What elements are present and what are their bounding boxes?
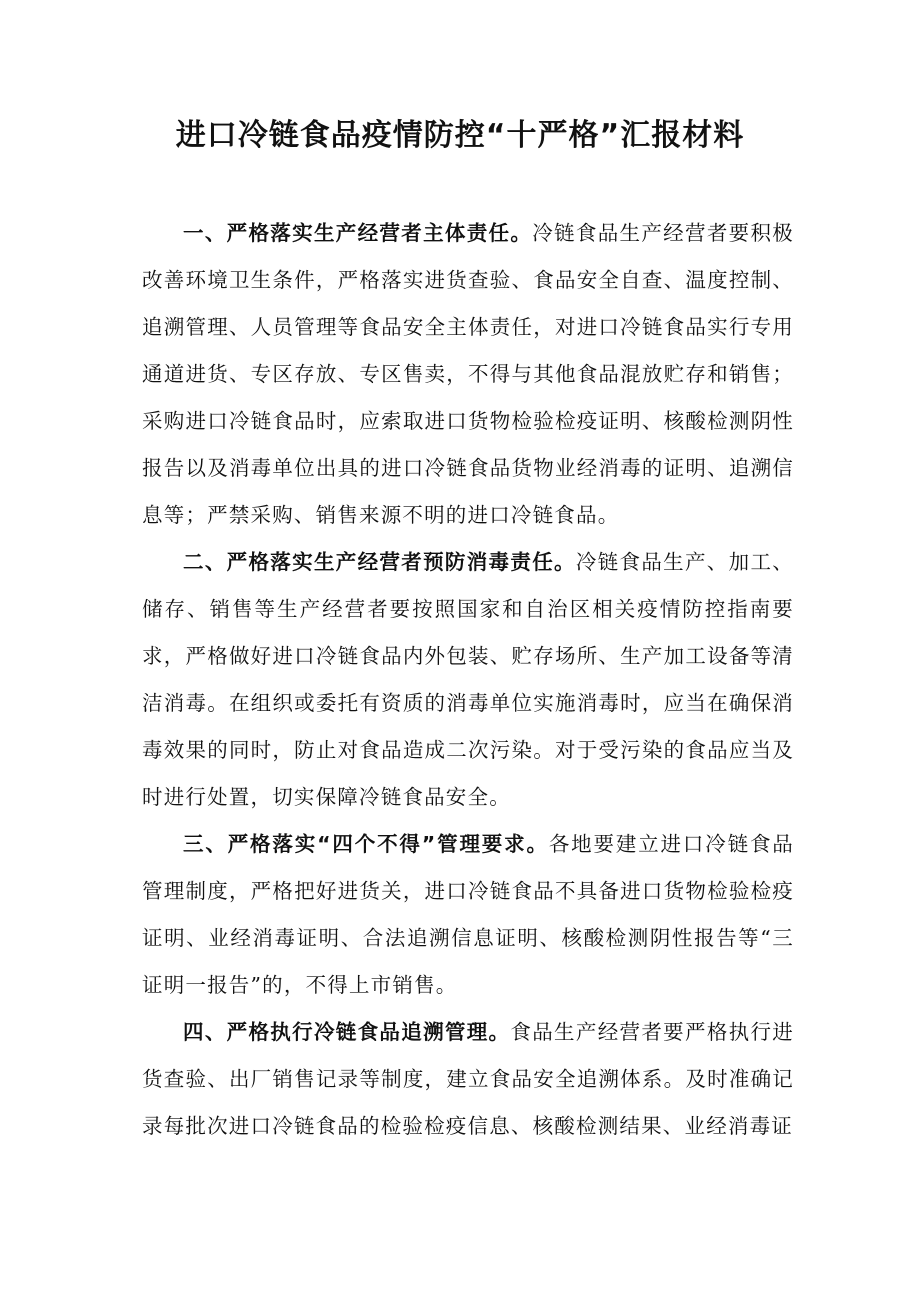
paragraph-2 — [142, 539, 794, 821]
paragraph-text: 食品生产经营者要严格执行进货查验、出厂销售记录等制度，建立食品安全追溯体系。及时准确记录每批次进口冷链食品的检验检疫信息、核酸检测结果、业经消毒证 — [142, 1020, 794, 1138]
paragraph-1 — [142, 210, 794, 539]
paragraph-heading: 三、严格落实“四个不得”管理要求。 — [183, 832, 549, 856]
paragraph-text: 冷链食品生产、加工、储存、销售等生产经营者要按照国家和自治区相关疫情防控指南要求，严格做好进口冷链食品内外包装、贮存场所、生产加工设备等清洁消毒。在组织或委托有资质的消毒单位实施消毒时，应当在确保消毒效果的同时，防止对食品造成二次污染。对于受污染的食品应当及时进行处置，切实保障冷链食品安全。 — [142, 550, 794, 809]
document-body — [142, 210, 794, 1150]
paragraph-heading: 二、严格落实生产经营者预防消毒责任。 — [183, 550, 576, 574]
paragraph-3 — [142, 821, 794, 1009]
paragraph-text: 冷链食品生产经营者要积极改善环境卫生条件，严格落实进货查验、食品安全自查、温度控制、追溯管理、人员管理等食品安全主体责任，对进口冷链食品实行专用通道进货、专区存放、专区售卖，不得与其他食品混放贮存和销售；采购进口冷链食品时，应索取进口货物检验检疫证明、核酸检测阴性报告以及消毒单位出具的进口冷链食品货物业经消毒的证明、追溯信息等；严禁采购、销售来源不明的进口冷链食品。 — [142, 221, 794, 527]
page-title: 进口冷链食品疫情防控“十严格”汇报材料 — [175, 118, 745, 153]
paragraph-text: 各地要建立进口冷链食品管理制度，严格把好进货关，进口冷链食品不具备进口货物检验检疫证明、业经消毒证明、合法追溯信息证明、核酸检测阴性报告等“三证明一报告”的，不得上市销售。 — [142, 832, 794, 997]
paragraph-heading: 四、严格执行冷链食品追溯管理。 — [183, 1020, 511, 1044]
paragraph-heading: 一、严格落实生产经营者主体责任。 — [183, 221, 533, 245]
paragraph-4 — [142, 1009, 794, 1150]
